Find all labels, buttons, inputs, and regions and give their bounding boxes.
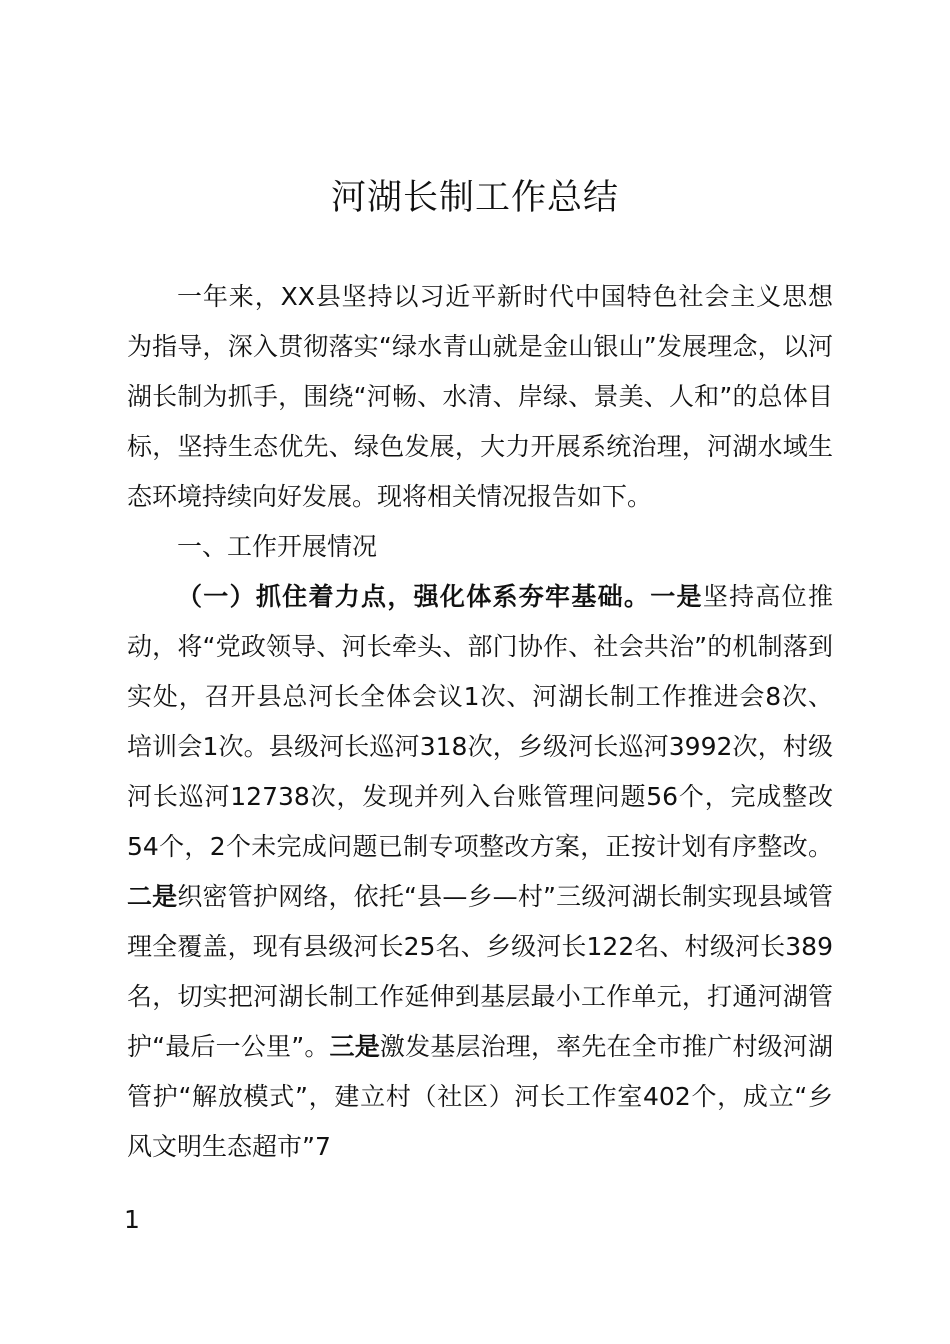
point-two-text: 织密管护网络，依托“县—乡—村”三级河湖长制实现县域管理全覆盖，现有县级河长25名、乡级河长122名、村级河长389名，切实把河湖长制工作延伸到基层最小工作单元，打通河湖管护“最后一公里”。 [127,882,833,1061]
document-title: 河湖长制工作总结 [330,178,619,218]
document-body [127,272,833,1172]
subsection-paragraph [127,572,833,1172]
point-three-text: 激发基层治理，率先在全市推广村级河湖管护“解放模式”，建立村（社区）河长工作室402个，成立“乡风文明生态超市”7 [127,1032,833,1161]
intro-paragraph: 一年来，XX县坚持以习近平新时代中国特色社会主义思想为指导，深入贯彻落实“绿水青山就是金山银山”发展理念，以河湖长制为抓手，围绕“河畅、水清、岸绿、景美、人和”的总体目标，坚持生态优先、绿色发展，大力开展系统治理，河湖水域生态环境持续向好发展。现将相关情况报告如下。 [127,282,833,511]
point-two-lead: 二是 [127,882,178,911]
point-one-lead: 一是 [650,582,703,611]
subsection-heading: （一）抓住着力点，强化体系夯牢基础。 [177,582,651,611]
page-number: 1 [124,1205,140,1234]
point-three-lead: 三是 [329,1032,380,1061]
point-one-text: 坚持高位推动，将“党政领导、河长牵头、部门协作、社会共治”的机制落到实处，召开县总河长全体会议1次、河湖长制工作推进会8次、培训会1次。县级河长巡河318次，乡级河长巡河3992次，村级河长巡河12738次，发现并列入台账管理问题56个，完成整改54个，2个未完成问题已制专项整改方案，正按计划有序整改。 [127,582,833,861]
section-heading: 一、工作开展情况 [177,532,378,561]
